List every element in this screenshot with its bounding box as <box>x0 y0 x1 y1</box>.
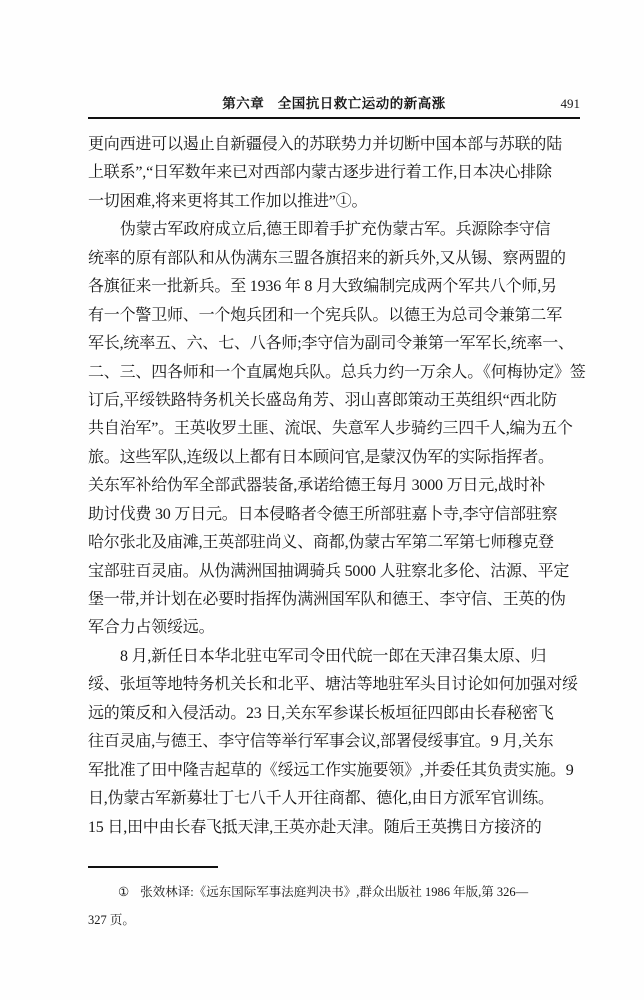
text-line: 更向西进可以遏止自新疆侵入的苏联势力并切断中国本部与苏联的陆 <box>88 136 563 153</box>
text-line: 各旗征来一批新兵。至 1936 年 8 月大致编制完成两个军共八个师,另 <box>88 278 557 296</box>
text-line: 伪蒙古军政府成立后,德王即着手扩充伪蒙古军。兵源除李守信 <box>120 221 551 239</box>
text-line: 8 月,新任日本华北驻屯军司令田代皖一郎在天津召集太原、归 <box>120 647 547 665</box>
footnote-line: 327 页。 <box>88 913 135 927</box>
text-line: 哈尔张北及庙滩,王英部驻尚义、商都,伪蒙古军第二军第七师穆克登 <box>88 534 554 552</box>
text-line: 军合力占领绥远。 <box>88 619 215 637</box>
text-line: 军批准了田中隆吉起草的《绥远工作实施要领》,并委任其负责实施。9 <box>88 761 574 779</box>
text-line: 旅。这些军队,连级以上都有日本顾问官,是蒙汉伪军的实际指挥者。 <box>88 448 554 466</box>
text-line: 绥、张垣等地特务机关长和北平、塘沽等地驻军头目讨论如何加强对绥 <box>88 676 578 694</box>
text-line: 宝部驻百灵庙。从伪满洲国抽调骑兵 5000 人驻察北多伦、沽源、平定 <box>88 562 570 580</box>
body-text <box>88 131 586 842</box>
text-line: 军长,统率五、六、七、八各师;李守信为副司令兼第一军军长,统率一、 <box>88 335 574 353</box>
text-line: 订后,平绥铁路特务机关长盛岛角芳、羽山喜郎策动王英组织“西北防 <box>88 391 557 409</box>
text-line: 远的策反和入侵活动。23 日,关东军参谋长板垣征四郎由长春秘密飞 <box>88 704 554 722</box>
running-header <box>88 94 580 114</box>
page-number: 491 <box>560 96 580 111</box>
chapter-heading <box>88 94 580 114</box>
text-line: 统率的原有部队和从伪满东三盟各旗招来的新兵外,又从锡、察两盟的 <box>88 249 566 267</box>
text-line: 15 日,田中由长春飞抵天津,王英亦赴天津。随后王英携日方接济的 <box>88 818 542 836</box>
text-line: 二、三、四各师和一个直属炮兵队。总兵力约一万余人。《何梅协定》签 <box>88 363 586 381</box>
footnote-marker: ① <box>118 885 130 899</box>
text-line: 一切困难,将来更将其工作加以推进”①。 <box>88 192 368 210</box>
chapter-number: 第六章 <box>222 96 265 111</box>
header-divider-rule <box>88 117 580 119</box>
chapter-title: 全国抗日救亡运动的新高涨 <box>277 96 446 111</box>
text-line: 关东军补给伪军全部武器装备,承诺给德王每月 3000 万日元,战时补 <box>88 477 546 495</box>
text-line: 有一个警卫师、一个炮兵团和一个宪兵队。以德王为总司令兼第二军 <box>88 306 563 324</box>
text-line: 上联系”,“日军数年来已对西部内蒙古逐步进行着工作,日本决心排除 <box>88 164 552 182</box>
text-line: 共自治军”。王英收罗土匪、流氓、失意军人步骑约三四千人,编为五个 <box>88 420 573 438</box>
text-line: 往百灵庙,与德王、李守信等举行军事会议,部署侵绥事宜。9 月,关东 <box>88 733 554 751</box>
footnote <box>88 878 580 934</box>
text-line: 助讨伐费 30 万日元。日本侵略者令德王所部驻嘉卜寺,李守信部驻察 <box>88 505 558 523</box>
text-line: 堡一带,并计划在必要时指挥伪满洲国军队和德王、李守信、王英的伪 <box>88 591 566 608</box>
footnote-citation: 张效林译:《远东国际军事法庭判决书》,群众出版社 1986 年版,第 326— <box>140 885 529 899</box>
footnote-line <box>88 878 580 906</box>
text-line: 日,伪蒙古军新募壮丁七八千人开往商都、德化,由日方派军官训练。 <box>88 790 554 808</box>
footnote-divider-rule <box>88 866 218 868</box>
